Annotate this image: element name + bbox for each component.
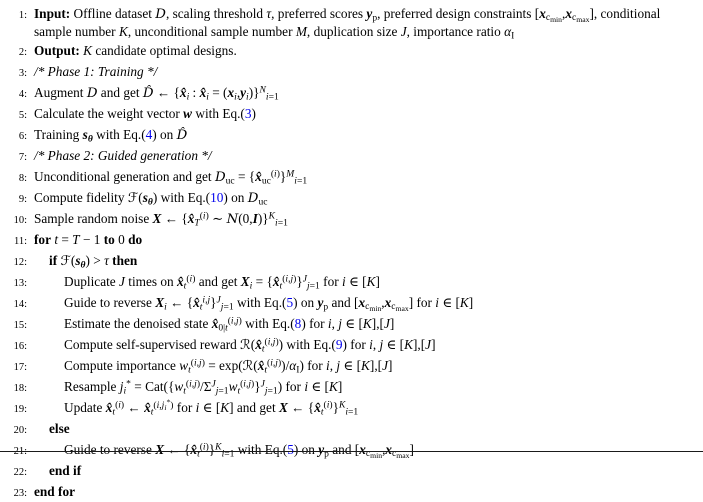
line-content: Compute importance $w_t^{(i,j)}$ = $\exp(ℛ(x̂_t^{(i,j)})/\alpha_I)$ for i, j ∈ [K],[J] [64, 357, 393, 376]
algorithm-line [5, 210, 699, 229]
line-content: end if [49, 463, 82, 478]
line-number: 6: [18, 131, 27, 142]
line-number: 15: [13, 320, 27, 331]
algorithm-line [5, 5, 699, 40]
line-number: 20: [13, 425, 27, 436]
line-number: 23: [13, 488, 27, 499]
line-content: Guide to reverse $X_i$ ← $\{x̂_t^{i,j}\}^J_{j=1}$ with Eq.(5) on $y_p$ and $[x_{c_{min}},x_{c_{max}}]$ for i ∈ [K] [64, 294, 474, 314]
line-content: for t = T − 1 to 0 do [34, 232, 143, 247]
line-content: Training $s_\theta$ with Eq.(4) on D̂ [34, 127, 188, 145]
algorithm-lines [5, 5, 699, 502]
line-content: Duplicate J times on $x̂_t^{(i)}$ and get $X_i$ = $\{x̂_t^{(i,j)}\}^J_{j=1}$ for i ∈ [K] [64, 273, 380, 292]
line-content: /* Phase 2: Guided generation */ [34, 148, 212, 163]
eq-ref-10[interactable]: 10 [210, 190, 224, 205]
line-content: Output: K candidate optimal designs. [34, 43, 237, 58]
line-content: if $ℱ(s_\theta) > \tau$ then [49, 253, 138, 271]
line-number: 12: [13, 257, 27, 268]
algorithm-line [5, 147, 699, 166]
line-content: Compute self-supervised reward $ℛ(x̂_t^{(i,j)})$ with Eq.(9) for i, j ∈ [K],[J] [64, 336, 436, 355]
bottom-rule [0, 451, 703, 452]
eq-ref-5b[interactable]: 5 [287, 442, 294, 457]
algorithm-line [5, 357, 699, 376]
algorithm-line [5, 105, 699, 124]
algorithm-line [5, 252, 699, 271]
line-number: 22: [13, 467, 27, 478]
line-content: Input: Offline dataset D, scaling threshold τ, preferred scores $y_p$, preferred design constraints $[x_{c_{min}},x_{c_{max}}]$, conditional sample number K, unconditional sample number M, duplication size J, importance ratio $\alpha_I$ [34, 6, 661, 42]
line-number: 5: [18, 110, 27, 121]
eq-ref-8[interactable]: 8 [294, 316, 302, 331]
algorithm-line [5, 63, 699, 82]
eq-ref-9[interactable]: 9 [335, 337, 343, 352]
algorithm-line [5, 315, 699, 334]
line-number: 4: [18, 89, 27, 100]
algorithm-line [5, 273, 699, 292]
algorithm-line [5, 231, 699, 250]
algorithm-line [5, 336, 699, 355]
algorithm-line [5, 483, 699, 502]
line-content: Calculate the weight vector w with Eq.(3) [34, 106, 256, 121]
line-content: Sample random noise X ← {$x̂_T^{(i)}$ ∼ N(0,I)}$^K_{i=1}$ [34, 210, 288, 229]
line-content: Guide to reverse X ← $\{x̂_t^{(i)}\}^K_{i=1}$ with Eq.(5) on $y_p$ and $[x_{c_{min}},x_{c_{max}}]$ [64, 441, 414, 461]
line-number: 17: [13, 362, 27, 373]
line-number: 21: [13, 446, 27, 457]
line-content: Augment D and get D̂ ← {$x̂_i$ : $x̂_i = (x_i,y_i)\}^N_{i=1}$ [34, 84, 279, 103]
line-number: 10: [13, 215, 27, 226]
line-number: 3: [18, 68, 27, 79]
line-number: 8: [18, 173, 27, 184]
algorithm-line [5, 420, 699, 439]
eq-ref-3[interactable]: 3 [244, 106, 252, 121]
line-content: Resample $j_i^* = Cat(\{w_t^{(i,j)}/\Sigma^J_{j=1}w_t^{(i,j)}\}^J_{j=1})$ for i ∈ [K] [64, 378, 343, 397]
line-number: 1: [18, 10, 27, 21]
algorithm-line [5, 42, 699, 61]
line-number: 16: [13, 341, 27, 352]
line-number: 19: [13, 404, 27, 415]
algorithm-line [5, 189, 699, 208]
line-number: 11: [13, 236, 27, 247]
line-content: Estimate the denoised state $x̂_{0|t}^{(i,j)}$ with Eq.(8) for i, j ∈ [K],[J] [64, 315, 395, 334]
line-content: else [49, 421, 70, 436]
line-number: 14: [13, 299, 27, 310]
algorithm-line [5, 126, 699, 145]
line-number: 9: [18, 194, 27, 205]
line-number: 18: [13, 383, 27, 394]
line-number: 13: [13, 278, 27, 289]
line-content: Compute fidelity $ℱ(s_\theta)$ with Eq.(10) on $D_{uc}$ [34, 190, 268, 208]
algorithm-line [5, 294, 699, 313]
line-content: end for [34, 484, 75, 499]
line-content: Unconditional generation and get $D_{uc}$ = $\{x̂_{uc}^{(i)}\}^M_{i=1}$ [34, 168, 308, 187]
line-number: 7: [18, 152, 27, 163]
algorithm-line [5, 378, 699, 397]
eq-ref-5[interactable]: 5 [286, 295, 294, 310]
algorithm-line [5, 399, 699, 418]
line-content: Update $x̂_t^{(i)}$ ← $x̂_t^{(i,j_i^*)}$ for i ∈ [K] and get X ← $\{x̂_t^{(i)}\}^K_{i=1}$ [64, 397, 359, 418]
algorithm-line [5, 462, 699, 481]
eq-ref-4[interactable]: 4 [145, 127, 153, 142]
line-content: /* Phase 1: Training */ [34, 64, 158, 79]
algorithm-line [5, 84, 699, 103]
line-number: 2: [18, 47, 27, 58]
algorithm-line [5, 168, 699, 187]
